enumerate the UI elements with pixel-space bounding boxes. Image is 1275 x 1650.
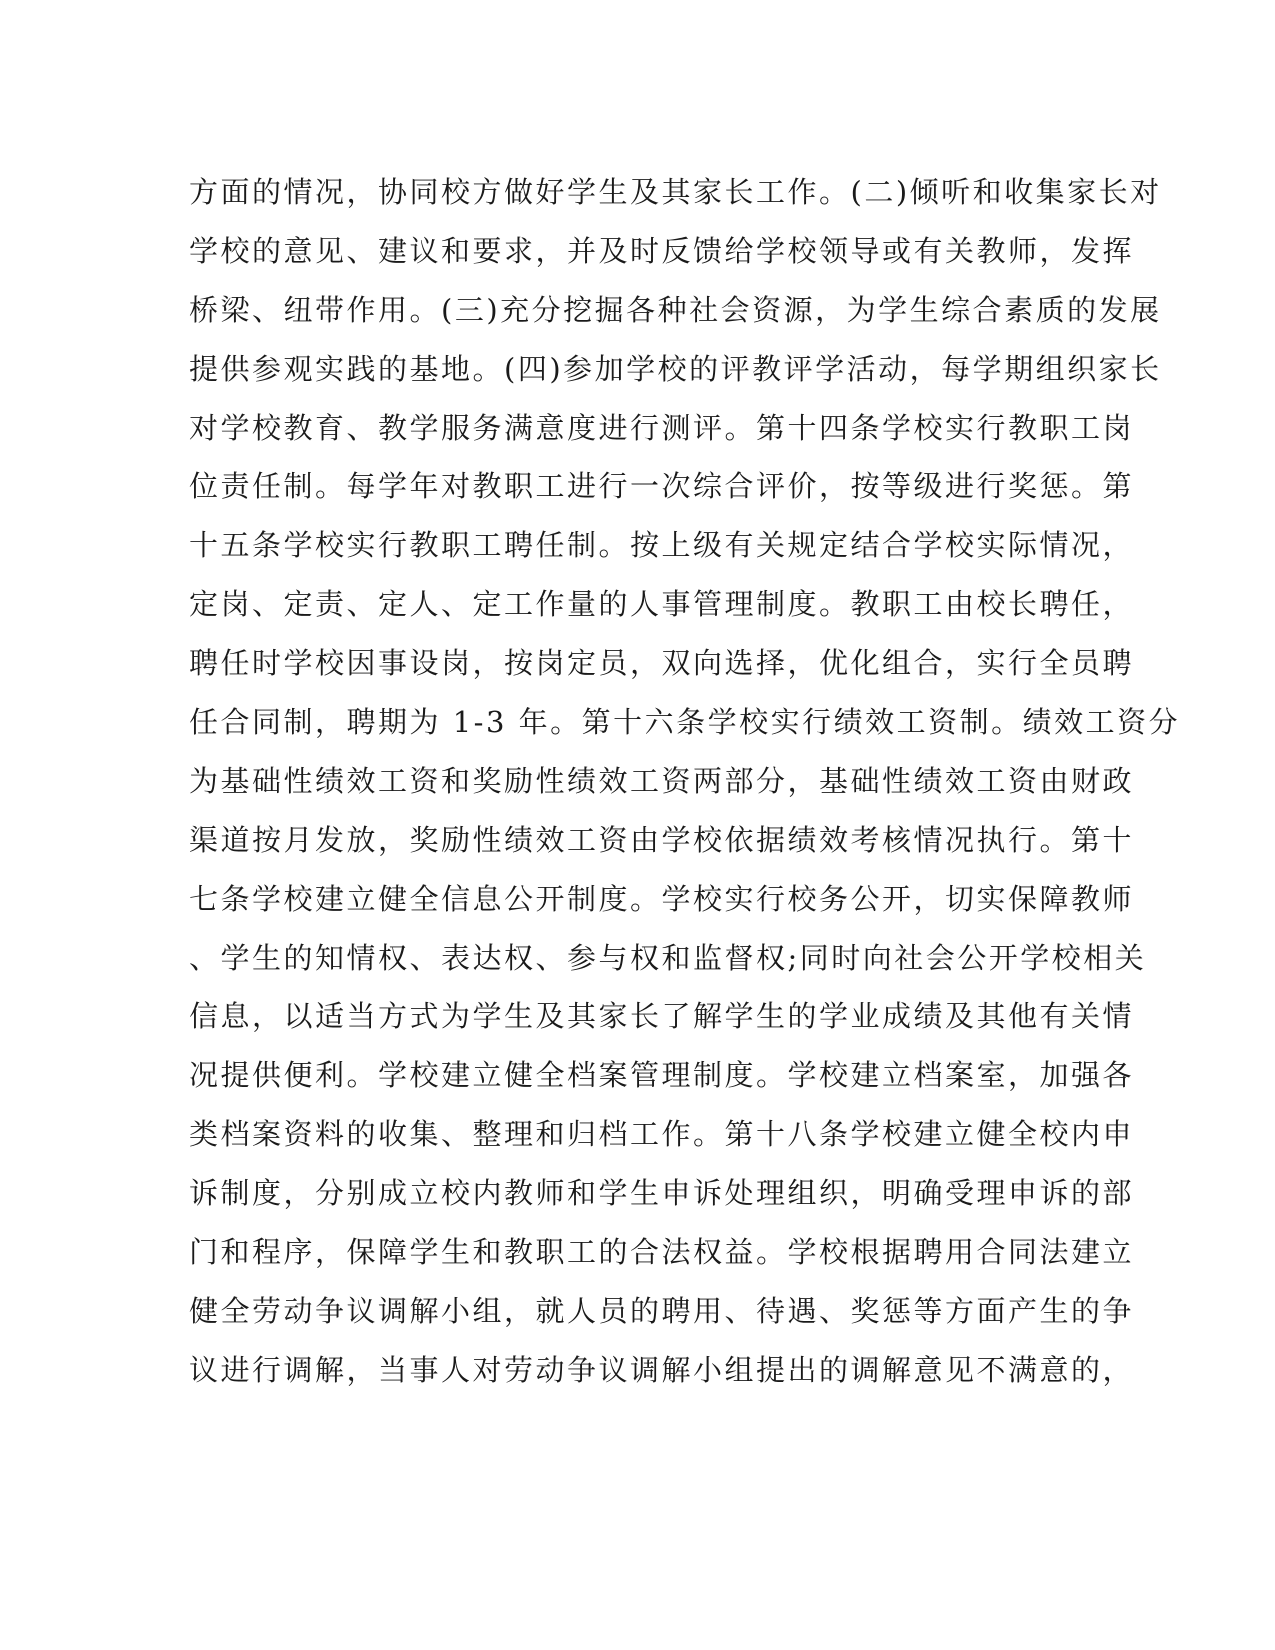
text-line: 桥梁、纽带作用。(三)充分挖掘各种社会资源，为学生综合素质的发展	[189, 292, 1162, 327]
text-line: 位责任制。每学年对教职工进行一次综合评价，按等级进行奖惩。第	[189, 469, 1135, 504]
text-line: 对学校教育、教学服务满意度进行测评。第十四条学校实行教职工岗	[189, 410, 1135, 445]
text-line: 议进行调解，当事人对劳动争议调解小组提出的调解意见不满意的，	[189, 1352, 1135, 1387]
text-line: 类档案资料的收集、整理和归档工作。第十八条学校建立健全校内申	[189, 1117, 1135, 1152]
text-line: 十五条学校实行教职工聘任制。按上级有关规定结合学校实际情况，	[189, 528, 1135, 563]
text-line: 方面的情况，协同校方做好学生及其家长工作。(二)倾听和收集家长对	[189, 175, 1162, 209]
text-line: 况提供便利。学校建立健全档案管理制度。学校建立档案室，加强各	[189, 1058, 1135, 1093]
text-line: 提供参观实践的基地。(四)参加学校的评教评学活动，每学期组织家长	[189, 351, 1162, 386]
text-line: 聘任时学校因事设岗，按岗定员，双向选择，优化组合，实行全员聘	[189, 646, 1135, 681]
text-line: 健全劳动争议调解小组，就人员的聘用、待遇、奖惩等方面产生的争	[189, 1293, 1135, 1328]
text-line: 学校的意见、建议和要求，并及时反馈给学校领导或有关教师，发挥	[189, 233, 1135, 268]
text-line: 信息，以适当方式为学生及其家长了解学生的学业成绩及其他有关情	[189, 999, 1135, 1034]
text-line: 诉制度，分别成立校内教师和学生申诉处理组织，明确受理申诉的部	[189, 1176, 1135, 1211]
text-line: 渠道按月发放，奖励性绩效工资由学校依据绩效考核情况执行。第十	[189, 822, 1135, 857]
body-text	[189, 163, 1181, 1400]
text-line: 门和程序，保障学生和教职工的合法权益。学校根据聘用合同法建立	[189, 1235, 1135, 1270]
text-line: 、学生的知情权、表达权、参与权和监督权;同时向社会公开学校相关	[189, 940, 1147, 975]
text-line: 七条学校建立健全信息公开制度。学校实行校务公开，切实保障教师	[189, 881, 1135, 916]
text-line: 为基础性绩效工资和奖励性绩效工资两部分，基础性绩效工资由财政	[189, 763, 1135, 798]
text-line: 任合同制，聘期为 1-3 年。第十六条学校实行绩效工资制。绩效工资分	[189, 705, 1181, 740]
text-line: 定岗、定责、定人、定工作量的人事管理制度。教职工由校长聘任，	[189, 587, 1135, 622]
